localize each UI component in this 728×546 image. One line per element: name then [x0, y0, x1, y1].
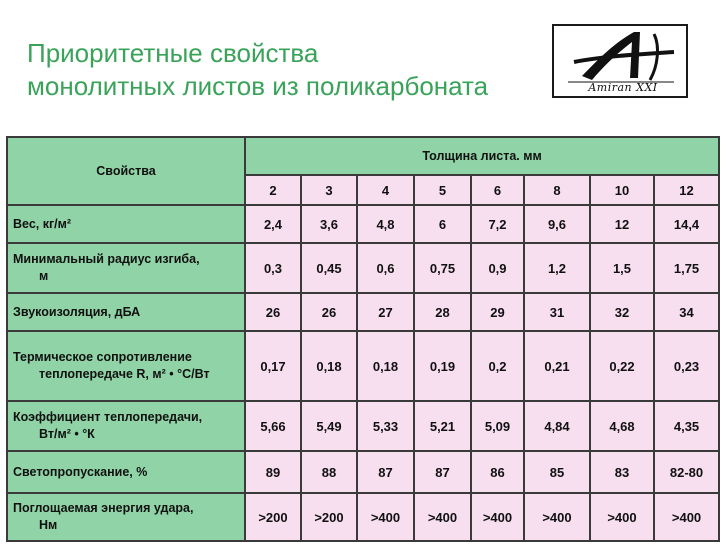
value-cell: 83 [590, 451, 654, 493]
value-cell: 26 [301, 293, 357, 331]
thickness-cell: 6 [471, 175, 524, 205]
table-row [7, 451, 719, 493]
thickness-cell: 10 [590, 175, 654, 205]
value-cell: 27 [357, 293, 414, 331]
thickness-cell: 2 [245, 175, 301, 205]
value-cell: >400 [524, 493, 590, 541]
value-cell: 1,5 [590, 243, 654, 293]
value-cell: 28 [414, 293, 471, 331]
value-cell: 0,21 [524, 331, 590, 401]
value-cell: 7,2 [471, 205, 524, 243]
table-row [7, 493, 719, 541]
property-label: Звукоизоляция, дБА [7, 293, 245, 331]
value-cell: 1,2 [524, 243, 590, 293]
value-cell: 86 [471, 451, 524, 493]
logo [552, 24, 688, 98]
value-cell: 4,35 [654, 401, 719, 451]
thickness-cell: 3 [301, 175, 357, 205]
value-cell: 2,4 [245, 205, 301, 243]
value-cell: >200 [245, 493, 301, 541]
page-title [27, 37, 547, 103]
value-cell: 89 [245, 451, 301, 493]
value-cell: 14,4 [654, 205, 719, 243]
value-cell: 88 [301, 451, 357, 493]
thickness-cell: 4 [357, 175, 414, 205]
value-cell: 34 [654, 293, 719, 331]
value-cell: 0,6 [357, 243, 414, 293]
property-label: Термическое сопротивление теплопередаче R, м² • °С/Вт [7, 331, 245, 401]
value-cell: 5,09 [471, 401, 524, 451]
thickness-header: Толщина листа. мм [245, 137, 719, 175]
value-cell: 0,18 [301, 331, 357, 401]
value-cell: 6 [414, 205, 471, 243]
value-cell: 0,45 [301, 243, 357, 293]
property-label: Светопропускание, % [7, 451, 245, 493]
value-cell: 0,3 [245, 243, 301, 293]
value-cell: 5,66 [245, 401, 301, 451]
title-line-2: монолитных листов из поликарбоната [27, 71, 489, 101]
value-cell: >400 [590, 493, 654, 541]
value-cell: 29 [471, 293, 524, 331]
value-cell: >400 [414, 493, 471, 541]
table-row [7, 331, 719, 401]
table-row [7, 293, 719, 331]
value-cell: 0,75 [414, 243, 471, 293]
value-cell: 4,84 [524, 401, 590, 451]
value-cell: >400 [357, 493, 414, 541]
value-cell: >200 [301, 493, 357, 541]
value-cell: 82-80 [654, 451, 719, 493]
table-row [7, 401, 719, 451]
value-cell: 12 [590, 205, 654, 243]
value-cell: 31 [524, 293, 590, 331]
table-row [7, 205, 719, 243]
value-cell: 85 [524, 451, 590, 493]
properties-table [6, 136, 720, 542]
value-cell: 26 [245, 293, 301, 331]
value-cell: 0,19 [414, 331, 471, 401]
value-cell: 4,68 [590, 401, 654, 451]
table-row [7, 243, 719, 293]
value-cell: 1,75 [654, 243, 719, 293]
properties-header: Свойства [7, 137, 245, 205]
property-label: Вес, кг/м² [7, 205, 245, 243]
property-label: Минимальный радиус изгиба, м [7, 243, 245, 293]
value-cell: >400 [471, 493, 524, 541]
thickness-cell: 5 [414, 175, 471, 205]
value-cell: 0,23 [654, 331, 719, 401]
value-cell: 32 [590, 293, 654, 331]
property-label: Коэффициент теплопередачи, Вт/м² • °К [7, 401, 245, 451]
value-cell: >400 [654, 493, 719, 541]
value-cell: 3,6 [301, 205, 357, 243]
value-cell: 0,9 [471, 243, 524, 293]
value-cell: 0,18 [357, 331, 414, 401]
value-cell: 9,6 [524, 205, 590, 243]
logo-text: Amiran XXI [588, 81, 658, 94]
value-cell: 0,17 [245, 331, 301, 401]
value-cell: 0,2 [471, 331, 524, 401]
thickness-cell: 8 [524, 175, 590, 205]
thickness-cell: 12 [654, 175, 719, 205]
value-cell: 4,8 [357, 205, 414, 243]
value-cell: 5,21 [414, 401, 471, 451]
value-cell: 5,33 [357, 401, 414, 451]
property-label: Поглощаемая энергия удара, Нм [7, 493, 245, 541]
value-cell: 87 [357, 451, 414, 493]
value-cell: 5,49 [301, 401, 357, 451]
value-cell: 87 [414, 451, 471, 493]
value-cell: 0,22 [590, 331, 654, 401]
title-line-1: Приоритетные свойства [27, 38, 319, 68]
